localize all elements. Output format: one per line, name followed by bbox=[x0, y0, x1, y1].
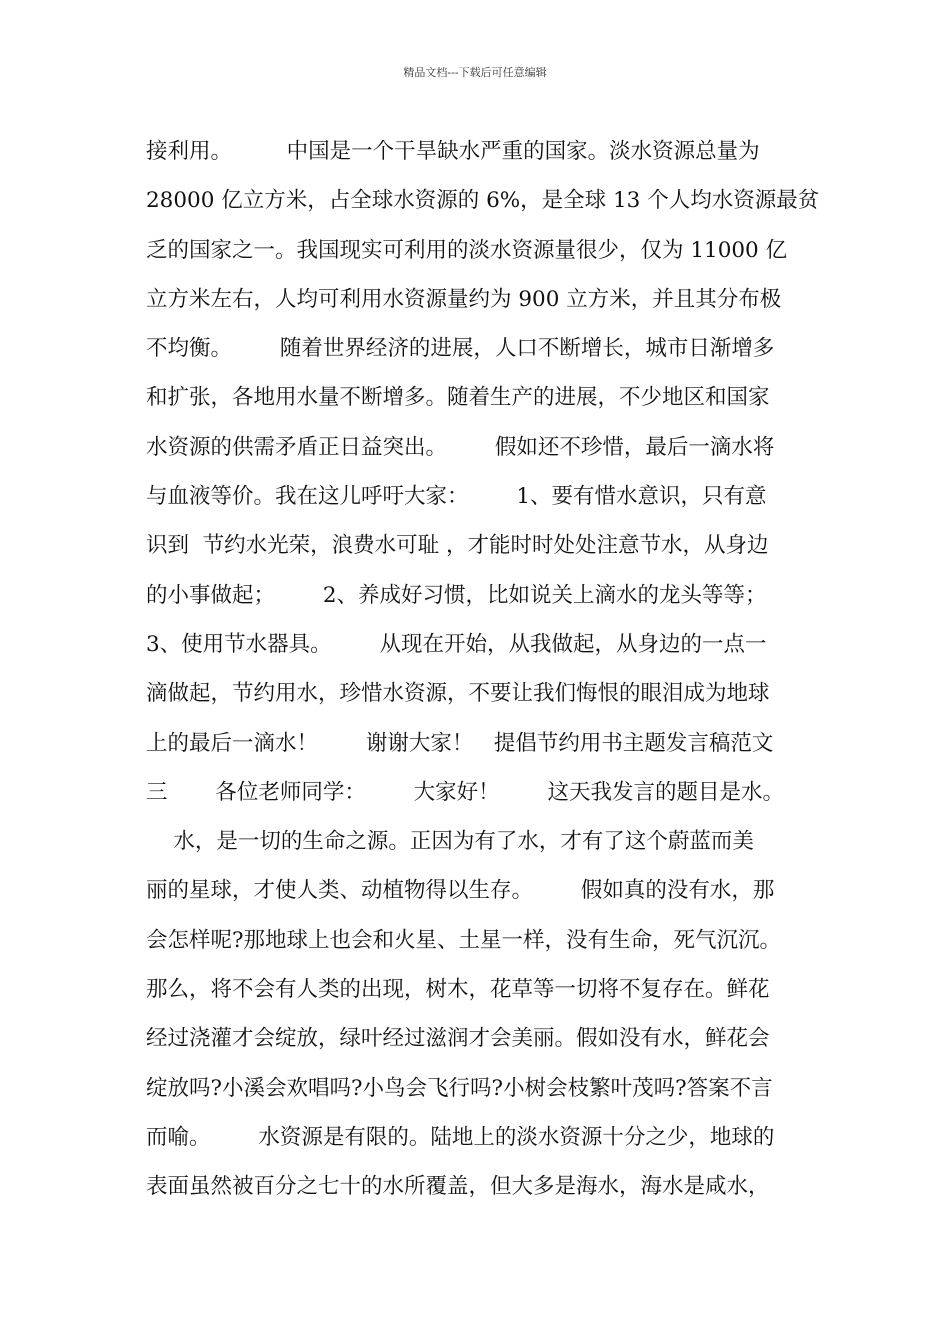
text-line: 的小事做起； 2、养成好习惯，比如说关上滴水的龙头等等； bbox=[146, 582, 767, 608]
text-line: 经过浇灌才会绽放，绿叶经过滋润才会美丽。假如没有水，鲜花会 bbox=[146, 1026, 770, 1052]
text-line: 识到 节约水光荣，浪费水可耻 ，才能时时处处注意节水，从身边 bbox=[146, 533, 769, 559]
text-line: 接利用。 中国是一个干旱缺水严重的国家。淡水资源总量为 bbox=[146, 139, 760, 164]
text-line: 上的最后一滴水！ 谢谢大家！ 提倡节约用书主题发言稿范文 bbox=[146, 730, 774, 756]
text-line: 会怎样呢?那地球上也会和火星、土星一样，没有生命，死气沉沉。 bbox=[146, 927, 782, 953]
text-line: 3、使用节水器具。 从现在开始，从我做起，从身边的一点一 bbox=[146, 631, 767, 657]
text-line: 水，是一切的生命之源。正因为有了水，才有了这个蔚蓝而美 bbox=[146, 829, 754, 855]
text-line: 和扩张，各地用水量不断增多。随着生产的进展，不少地区和国家 bbox=[146, 385, 770, 411]
text-line: 水资源的供需矛盾正日益突出。 假如还不珍惜，最后一滴水将 bbox=[146, 434, 775, 460]
text-line: 立方米左右，人均可利用水资源量约为 900 立方米，并且其分布极 bbox=[146, 286, 782, 312]
text-line: 28000 亿立方米，占全球水资源的 6%，是全球 13 个人均水资源最贫 bbox=[146, 188, 820, 214]
body-text bbox=[146, 127, 820, 1212]
text-line: 绽放吗?小溪会欢唱吗?小鸟会飞行吗?小树会枝繁叶茂吗?答案不言 bbox=[146, 1075, 773, 1101]
text-line: 不均衡。 随着世界经济的进展，人口不断增长，城市日渐增多 bbox=[146, 336, 775, 362]
text-line: 三 各位老师同学： 大家好！ 这天我发言的题目是水。 bbox=[146, 779, 785, 805]
text-line: 表面虽然被百分之七十的水所覆盖，但大多是海水，海水是咸水， bbox=[146, 1174, 770, 1200]
text-line: 丽的星球，才使人类、动植物得以生存。 假如真的没有水，那 bbox=[146, 878, 775, 904]
text-line: 乏的国家之一。我国现实可利用的淡水资源量很少，仅为 11000 亿 bbox=[146, 237, 788, 263]
text-line: 那么，将不会有人类的出现，树木，花草等一切将不复存在。鲜花 bbox=[146, 977, 770, 1003]
page-header: 精品文档---下载后可任意编辑 bbox=[403, 66, 547, 79]
text-line: 与血液等价。我在这儿呼吁大家： 1、要有惜水意识，只有意 bbox=[146, 484, 767, 510]
text-line: 滴做起，节约用水，珍惜水资源，不要让我们悔恨的眼泪成为地球 bbox=[146, 681, 770, 707]
text-line: 而喻。 水资源是有限的。陆地上的淡水资源十分之少，地球的 bbox=[146, 1124, 775, 1150]
